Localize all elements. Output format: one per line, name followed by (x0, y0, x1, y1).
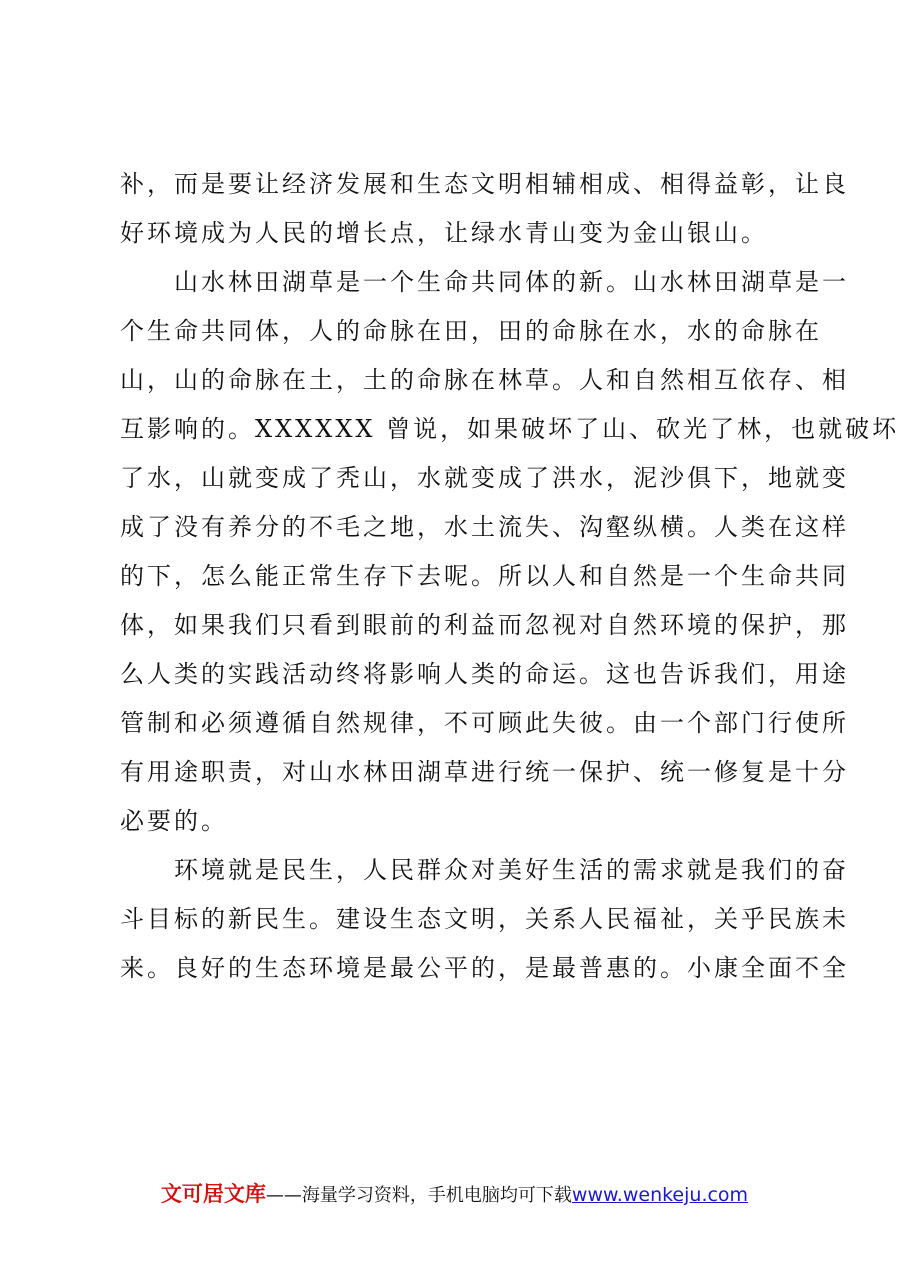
text-line: 管制和必须遵循自然规律，不可顾此失彼。由一个部门行使所 (120, 709, 849, 737)
text-line: 有用途职责，对山水林田湖草进行统一保护、统一修复是十分 (120, 758, 849, 786)
text-line: 环境就是民生，人民群众对美好生活的需求就是我们的奋 (174, 856, 849, 884)
document-body (120, 160, 900, 993)
footer-banner (0, 1180, 909, 1210)
text-line: 么人类的实践活动终将影响人类的命运。这也告诉我们，用途 (120, 660, 849, 688)
paragraph-1 (120, 160, 849, 258)
text-line: 斗目标的新民生。建设生态文明，关系人民福祉，关乎民族未 (120, 905, 849, 933)
footer-slogan: 海量学习资料，手机电脑均可下载 (301, 1185, 572, 1206)
text-line: 了水，山就变成了秃山，水就变成了洪水，泥沙俱下，地就变 (120, 464, 849, 492)
text-line: 互影响的。XXXXXX 曾说，如果破坏了山、砍光了林，也就破坏 (120, 415, 900, 443)
text-line: 山水林田湖草是一个生命共同体的新。山水林田湖草是一 (174, 268, 849, 296)
paragraph-2 (120, 258, 900, 846)
text-line: 补，而是要让经济发展和生态文明相辅相成、相得益彰，让良 (120, 170, 849, 198)
text-line: 必要的。 (120, 807, 228, 835)
text-line: 个生命共同体，人的命脉在田，田的命脉在水，水的命脉在 (120, 317, 822, 345)
brand-name: 文可居文库 (160, 1182, 266, 1206)
website-link[interactable]: www.wenkeju.com (571, 1184, 749, 1206)
text-line: 的下，怎么能正常生存下去呢。所以人和自然是一个生命共同 (120, 562, 849, 590)
text-line: 来。良好的生态环境是最公平的，是最普惠的。小康全面不全 (120, 954, 849, 982)
text-line: 好环境成为人民的增长点，让绿水青山变为金山银山。 (120, 219, 768, 247)
text-line: 山，山的命脉在土，土的命脉在林草。人和自然相互依存、相 (120, 366, 849, 394)
text-line: 成了没有养分的不毛之地，水土流失、沟壑纵横。人类在这样 (120, 513, 849, 541)
text-line: 体，如果我们只看到眼前的利益而忽视对自然环境的保护，那 (120, 611, 849, 639)
paragraph-3 (120, 846, 849, 993)
footer-dash: —— (265, 1185, 302, 1206)
